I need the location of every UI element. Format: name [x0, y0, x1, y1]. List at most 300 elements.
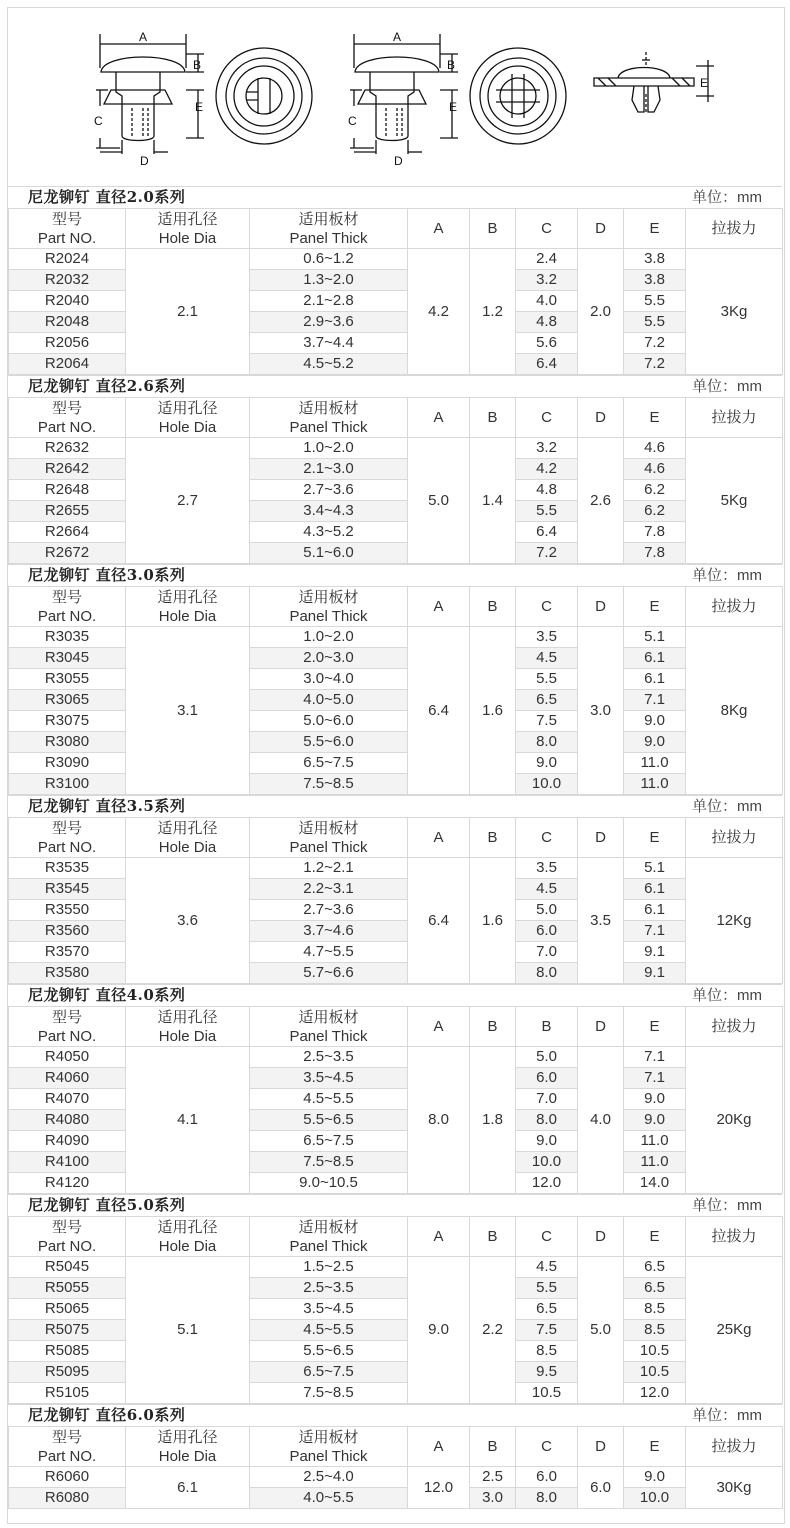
header-dim-2-cn: C [541, 598, 552, 615]
table-row [9, 543, 783, 564]
dim-e-cell: 3.8 [624, 249, 686, 270]
part-no-cell: R2056 [9, 333, 126, 354]
header-dim-3 [578, 1007, 624, 1047]
header-dim-4-cn: E [649, 220, 660, 237]
hole-dia-cell: 6.1 [126, 1467, 250, 1509]
pull-force-cell: 8Kg [686, 627, 783, 795]
section-heading [8, 795, 782, 817]
section-title: 尼龙铆钉 直径6.0系列 [28, 1406, 186, 1424]
table-row [9, 1467, 783, 1488]
part-no-cell: R4100 [9, 1152, 126, 1173]
unit-label: 单位：mm [692, 378, 762, 395]
dim-e-cell: 11.0 [624, 774, 686, 795]
table-row [9, 501, 783, 522]
header-dim-1-cn: B [487, 1018, 498, 1035]
header-hole-dia-cn: 适用孔径 [157, 210, 218, 228]
header-pull-force-cn: 拉拔力 [711, 1018, 757, 1035]
pull-force-cell: 20Kg [686, 1047, 783, 1194]
header-dim-4 [624, 818, 686, 858]
spec-table [8, 1426, 783, 1509]
header-panel-thick [250, 1007, 408, 1047]
section-title: 尼龙铆钉 直径3.5系列 [28, 797, 186, 815]
dim-e-cell: 4.6 [624, 459, 686, 480]
header-dim-0 [408, 1007, 470, 1047]
dim-e-cell: 9.1 [624, 963, 686, 984]
dim-e-cell: 6.1 [624, 900, 686, 921]
header-dim-0 [408, 587, 470, 627]
dim-a-cell: 6.4 [408, 627, 470, 795]
dim-c-cell: 7.5 [516, 1320, 578, 1341]
dim-c-cell: 9.0 [516, 753, 578, 774]
part-no-cell: R2040 [9, 291, 126, 312]
dim-c-cell: 6.0 [516, 1467, 578, 1488]
label-e-2: E [449, 100, 458, 114]
panel-thick-cell: 4.5~5.5 [250, 1320, 408, 1341]
dim-c-cell: 5.0 [516, 1047, 578, 1068]
dim-e-cell: 7.8 [624, 522, 686, 543]
part-no-cell: R2655 [9, 501, 126, 522]
header-dim-2 [516, 398, 578, 438]
header-hole-dia-en: Hole Dia [158, 607, 217, 625]
panel-thick-cell: 9.0~10.5 [250, 1173, 408, 1194]
header-part-no [9, 1427, 126, 1467]
table-row [9, 753, 783, 774]
dim-c-cell: 4.5 [516, 648, 578, 669]
part-no-cell: R2064 [9, 354, 126, 375]
header-part-no-en: Part NO. [37, 838, 97, 856]
header-dim-3-cn: D [595, 220, 606, 237]
panel-thick-cell: 3.7~4.6 [250, 921, 408, 942]
dim-e-cell: 10.5 [624, 1341, 686, 1362]
header-dim-3-cn: D [595, 1018, 606, 1035]
unit-label: 单位：mm [692, 189, 762, 206]
panel-thick-cell: 4.3~5.2 [250, 522, 408, 543]
dim-c-cell: 7.0 [516, 1089, 578, 1110]
header-part-no-en: Part NO. [37, 607, 97, 625]
header-dim-0-cn: A [433, 598, 444, 615]
table-row [9, 648, 783, 669]
part-no-cell: R3080 [9, 732, 126, 753]
header-dim-3 [578, 1427, 624, 1467]
dim-c-cell: 4.8 [516, 312, 578, 333]
part-no-cell: R4120 [9, 1173, 126, 1194]
header-panel-thick [250, 1427, 408, 1467]
panel-thick-cell: 1.3~2.0 [250, 270, 408, 291]
dim-a-cell: 6.4 [408, 858, 470, 984]
dim-b-cell: 1.8 [470, 1047, 516, 1194]
panel-thick-cell: 5.5~6.0 [250, 732, 408, 753]
dim-e-cell: 9.1 [624, 942, 686, 963]
dim-e-cell: 6.2 [624, 501, 686, 522]
header-panel-thick-en: Panel Thick [289, 418, 368, 436]
part-no-cell: R4050 [9, 1047, 126, 1068]
table-row [9, 942, 783, 963]
dim-c-cell: 3.5 [516, 627, 578, 648]
dim-c-cell: 3.2 [516, 438, 578, 459]
header-pull-force [686, 1217, 783, 1257]
header-part-no-cn: 型号 [51, 588, 82, 606]
header-dim-0 [408, 1427, 470, 1467]
header-panel-thick [250, 209, 408, 249]
dim-c-cell: 5.5 [516, 501, 578, 522]
header-dim-4-cn: E [649, 1438, 660, 1455]
dim-c-cell: 7.5 [516, 711, 578, 732]
header-dim-0-cn: A [433, 1018, 444, 1035]
dim-e-cell: 5.5 [624, 291, 686, 312]
dim-c-cell: 8.0 [516, 1488, 578, 1509]
part-no-cell: R3580 [9, 963, 126, 984]
header-hole-dia-cn: 适用孔径 [157, 1008, 218, 1026]
table-row [9, 1362, 783, 1383]
spec-table [8, 1006, 783, 1194]
header-dim-4 [624, 398, 686, 438]
panel-thick-cell: 4.0~5.5 [250, 1488, 408, 1509]
dim-e-cell: 11.0 [624, 753, 686, 774]
panel-thick-cell: 0.6~1.2 [250, 249, 408, 270]
header-pull-force-cn: 拉拔力 [711, 1228, 757, 1245]
header-hole-dia [126, 587, 250, 627]
table-row [9, 1110, 783, 1131]
part-no-cell: R3035 [9, 627, 126, 648]
table-row [9, 1131, 783, 1152]
dim-c-cell: 10.0 [516, 774, 578, 795]
header-pull-force [686, 818, 783, 858]
header-dim-1-cn: B [487, 409, 498, 426]
header-dim-0-cn: A [433, 409, 444, 426]
header-pull-force-cn: 拉拔力 [711, 220, 757, 237]
dim-b-cell: 2.2 [470, 1257, 516, 1404]
dim-c-cell: 10.5 [516, 1383, 578, 1404]
section-heading [8, 564, 782, 586]
dim-b-cell: 2.5 [470, 1467, 516, 1488]
panel-thick-cell: 2.1~2.8 [250, 291, 408, 312]
header-hole-dia-en: Hole Dia [158, 1027, 217, 1045]
header-part-no [9, 398, 126, 438]
header-part-no-cn: 型号 [51, 1218, 82, 1236]
table-row [9, 1320, 783, 1341]
dim-a-cell: 9.0 [408, 1257, 470, 1404]
header-hole-dia-en: Hole Dia [158, 838, 217, 856]
header-panel-thick [250, 587, 408, 627]
rivet-side-view-2 [350, 34, 458, 154]
table-row [9, 879, 783, 900]
dim-e-cell: 7.8 [624, 543, 686, 564]
panel-thick-cell: 5.0~6.0 [250, 711, 408, 732]
part-no-cell: R5105 [9, 1383, 126, 1404]
header-hole-dia-cn: 适用孔径 [157, 819, 218, 837]
dim-d-cell: 2.6 [578, 438, 624, 564]
dim-c-cell: 8.0 [516, 732, 578, 753]
header-panel-thick-en: Panel Thick [289, 838, 368, 856]
part-no-cell: R3560 [9, 921, 126, 942]
dim-e-cell: 8.5 [624, 1299, 686, 1320]
header-panel-thick-cn: 适用板材 [298, 588, 359, 606]
header-hole-dia-cn: 适用孔径 [157, 1218, 218, 1236]
part-no-cell: R3090 [9, 753, 126, 774]
part-no-cell: R3055 [9, 669, 126, 690]
header-dim-2 [516, 587, 578, 627]
label-c-1: C [94, 114, 103, 128]
dim-c-cell: 10.0 [516, 1152, 578, 1173]
header-dim-0-cn: A [433, 220, 444, 237]
header-panel-thick-en: Panel Thick [289, 607, 368, 625]
dim-d-cell: 4.0 [578, 1047, 624, 1194]
panel-thick-cell: 2.1~3.0 [250, 459, 408, 480]
table-row [9, 459, 783, 480]
header-hole-dia [126, 398, 250, 438]
table-row [9, 732, 783, 753]
part-no-cell: R2648 [9, 480, 126, 501]
panel-thick-cell: 1.2~2.1 [250, 858, 408, 879]
header-dim-0 [408, 818, 470, 858]
table-header-row [9, 1007, 783, 1047]
panel-thick-cell: 4.5~5.2 [250, 354, 408, 375]
dim-e-cell: 11.0 [624, 1152, 686, 1173]
table-row [9, 711, 783, 732]
header-dim-2-cn: B [541, 1018, 552, 1035]
table-row [9, 669, 783, 690]
dim-e-cell: 6.1 [624, 669, 686, 690]
dim-e-cell: 9.0 [624, 1110, 686, 1131]
panel-thick-cell: 2.9~3.6 [250, 312, 408, 333]
part-no-cell: R4070 [9, 1089, 126, 1110]
part-no-cell: R4060 [9, 1068, 126, 1089]
part-no-cell: R3065 [9, 690, 126, 711]
header-dim-4 [624, 1007, 686, 1047]
dim-c-cell: 4.8 [516, 480, 578, 501]
dim-e-cell: 9.0 [624, 711, 686, 732]
dim-c-cell: 4.0 [516, 291, 578, 312]
part-no-cell: R2632 [9, 438, 126, 459]
table-row [9, 480, 783, 501]
header-dim-3 [578, 209, 624, 249]
header-dim-0-cn: A [433, 1228, 444, 1245]
header-dim-4-cn: E [649, 1018, 660, 1035]
header-dim-3-cn: D [595, 598, 606, 615]
header-panel-thick-en: Panel Thick [289, 1447, 368, 1465]
section-title: 尼龙铆钉 直径2.0系列 [28, 188, 186, 206]
header-dim-4 [624, 587, 686, 627]
table-row [9, 522, 783, 543]
dim-c-cell: 8.0 [516, 1110, 578, 1131]
header-hole-dia-cn: 适用孔径 [157, 588, 218, 606]
section-heading [8, 1194, 782, 1216]
hole-dia-cell: 2.7 [126, 438, 250, 564]
header-pull-force-cn: 拉拔力 [711, 829, 757, 846]
dim-e-cell: 6.1 [624, 879, 686, 900]
label-b-2: B [447, 58, 456, 72]
header-dim-1 [470, 818, 516, 858]
header-pull-force [686, 587, 783, 627]
unit-label: 单位：mm [692, 987, 762, 1004]
panel-thick-cell: 1.0~2.0 [250, 438, 408, 459]
header-dim-2 [516, 1007, 578, 1047]
section-heading [8, 186, 782, 208]
header-panel-thick [250, 818, 408, 858]
panel-thick-cell: 6.5~7.5 [250, 1362, 408, 1383]
table-row [9, 1089, 783, 1110]
hole-dia-cell: 4.1 [126, 1047, 250, 1194]
dim-e-cell: 10.5 [624, 1362, 686, 1383]
header-dim-1 [470, 1427, 516, 1467]
hole-dia-cell: 3.1 [126, 627, 250, 795]
dim-e-cell: 7.2 [624, 354, 686, 375]
part-no-cell: R6080 [9, 1488, 126, 1509]
table-row [9, 1383, 783, 1404]
table-row [9, 963, 783, 984]
dim-b-cell: 3.0 [470, 1488, 516, 1509]
section-title: 尼龙铆钉 直径4.0系列 [28, 986, 186, 1004]
dim-c-cell: 6.5 [516, 690, 578, 711]
dim-d-cell: 3.0 [578, 627, 624, 795]
part-no-cell: R3100 [9, 774, 126, 795]
panel-thick-cell: 5.7~6.6 [250, 963, 408, 984]
header-part-no [9, 818, 126, 858]
table-row [9, 627, 783, 648]
panel-thick-cell: 7.5~8.5 [250, 1383, 408, 1404]
part-no-cell: R2024 [9, 249, 126, 270]
panel-thick-cell: 2.7~3.6 [250, 480, 408, 501]
part-no-cell: R3045 [9, 648, 126, 669]
header-panel-thick-en: Panel Thick [289, 229, 368, 247]
panel-thick-cell: 6.5~7.5 [250, 753, 408, 774]
section-title: 尼龙铆钉 直径2.6系列 [28, 377, 186, 395]
label-e-1: E [195, 100, 204, 114]
table-row [9, 291, 783, 312]
dim-e-cell: 5.1 [624, 858, 686, 879]
table-header-row [9, 818, 783, 858]
dim-e-cell: 5.1 [624, 627, 686, 648]
header-pull-force-cn: 拉拔力 [711, 598, 757, 615]
table-header-row [9, 209, 783, 249]
header-panel-thick-cn: 适用板材 [298, 210, 359, 228]
dim-b-cell: 1.6 [470, 858, 516, 984]
header-dim-0 [408, 398, 470, 438]
spec-table [8, 208, 783, 375]
table-row [9, 438, 783, 459]
table-row [9, 1068, 783, 1089]
header-hole-dia-en: Hole Dia [158, 1447, 217, 1465]
panel-thick-cell: 3.5~4.5 [250, 1299, 408, 1320]
header-panel-thick-cn: 适用板材 [298, 1218, 359, 1236]
header-panel-thick [250, 398, 408, 438]
panel-thick-cell: 4.5~5.5 [250, 1089, 408, 1110]
header-part-no [9, 587, 126, 627]
header-pull-force [686, 1007, 783, 1047]
part-no-cell: R4090 [9, 1131, 126, 1152]
header-hole-dia-en: Hole Dia [158, 418, 217, 436]
dim-c-cell: 2.4 [516, 249, 578, 270]
header-dim-1-cn: B [487, 1228, 498, 1245]
pull-force-cell: 5Kg [686, 438, 783, 564]
part-no-cell: R2642 [9, 459, 126, 480]
table-row [9, 312, 783, 333]
header-dim-1 [470, 398, 516, 438]
header-dim-3 [578, 398, 624, 438]
table-row [9, 900, 783, 921]
dim-c-cell: 8.5 [516, 1341, 578, 1362]
dim-e-cell: 6.5 [624, 1257, 686, 1278]
unit-label: 单位：mm [692, 567, 762, 584]
header-dim-1 [470, 1217, 516, 1257]
header-dim-0 [408, 1217, 470, 1257]
dim-e-cell: 5.5 [624, 312, 686, 333]
section-heading [8, 375, 782, 397]
header-part-no-cn: 型号 [51, 819, 82, 837]
dim-c-cell: 7.2 [516, 543, 578, 564]
dim-e-cell: 9.0 [624, 1089, 686, 1110]
header-pull-force [686, 209, 783, 249]
dim-e-cell: 6.2 [624, 480, 686, 501]
unit-label: 单位：mm [692, 798, 762, 815]
table-header-row [9, 587, 783, 627]
rivet-installed-view [594, 52, 714, 112]
part-no-cell: R5095 [9, 1362, 126, 1383]
header-dim-3-cn: D [595, 1228, 606, 1245]
part-no-cell: R2048 [9, 312, 126, 333]
header-panel-thick-cn: 适用板材 [298, 1428, 359, 1446]
header-dim-4 [624, 209, 686, 249]
dim-c-cell: 6.4 [516, 354, 578, 375]
table-row [9, 1488, 783, 1509]
table-header-row [9, 398, 783, 438]
panel-thick-cell: 2.5~4.0 [250, 1467, 408, 1488]
dim-c-cell: 7.0 [516, 942, 578, 963]
dim-a-cell: 4.2 [408, 249, 470, 375]
header-dim-2 [516, 209, 578, 249]
dim-a-cell: 5.0 [408, 438, 470, 564]
table-header-row [9, 1217, 783, 1257]
panel-thick-cell: 7.5~8.5 [250, 774, 408, 795]
dim-d-cell: 6.0 [578, 1467, 624, 1509]
section-heading [8, 1404, 782, 1426]
header-dim-0 [408, 209, 470, 249]
dim-c-cell: 5.6 [516, 333, 578, 354]
label-d-2: D [394, 154, 403, 168]
header-dim-1-cn: B [487, 1438, 498, 1455]
header-part-no [9, 209, 126, 249]
dim-c-cell: 6.0 [516, 921, 578, 942]
panel-thick-cell: 7.5~8.5 [250, 1152, 408, 1173]
header-dim-3 [578, 587, 624, 627]
header-panel-thick-en: Panel Thick [289, 1237, 368, 1255]
part-no-cell: R3570 [9, 942, 126, 963]
dim-c-cell: 3.2 [516, 270, 578, 291]
label-d-1: D [140, 154, 149, 168]
header-hole-dia [126, 818, 250, 858]
header-dim-4-cn: E [649, 598, 660, 615]
spec-table [8, 586, 783, 795]
panel-thick-cell: 5.1~6.0 [250, 543, 408, 564]
dim-e-cell: 12.0 [624, 1383, 686, 1404]
dim-e-cell: 4.6 [624, 438, 686, 459]
dim-c-cell: 3.5 [516, 858, 578, 879]
panel-thick-cell: 2.5~3.5 [250, 1047, 408, 1068]
table-row [9, 921, 783, 942]
table-row [9, 774, 783, 795]
header-pull-force-cn: 拉拔力 [711, 409, 757, 426]
panel-thick-cell: 2.7~3.6 [250, 900, 408, 921]
part-no-cell: R2664 [9, 522, 126, 543]
dim-e-cell: 11.0 [624, 1131, 686, 1152]
label-e-3: E [700, 76, 709, 90]
header-dim-1-cn: B [487, 598, 498, 615]
panel-thick-cell: 2.2~3.1 [250, 879, 408, 900]
table-row [9, 1341, 783, 1362]
section-title: 尼龙铆钉 直径3.0系列 [28, 566, 186, 584]
panel-thick-cell: 3.7~4.4 [250, 333, 408, 354]
spec-table [8, 817, 783, 984]
